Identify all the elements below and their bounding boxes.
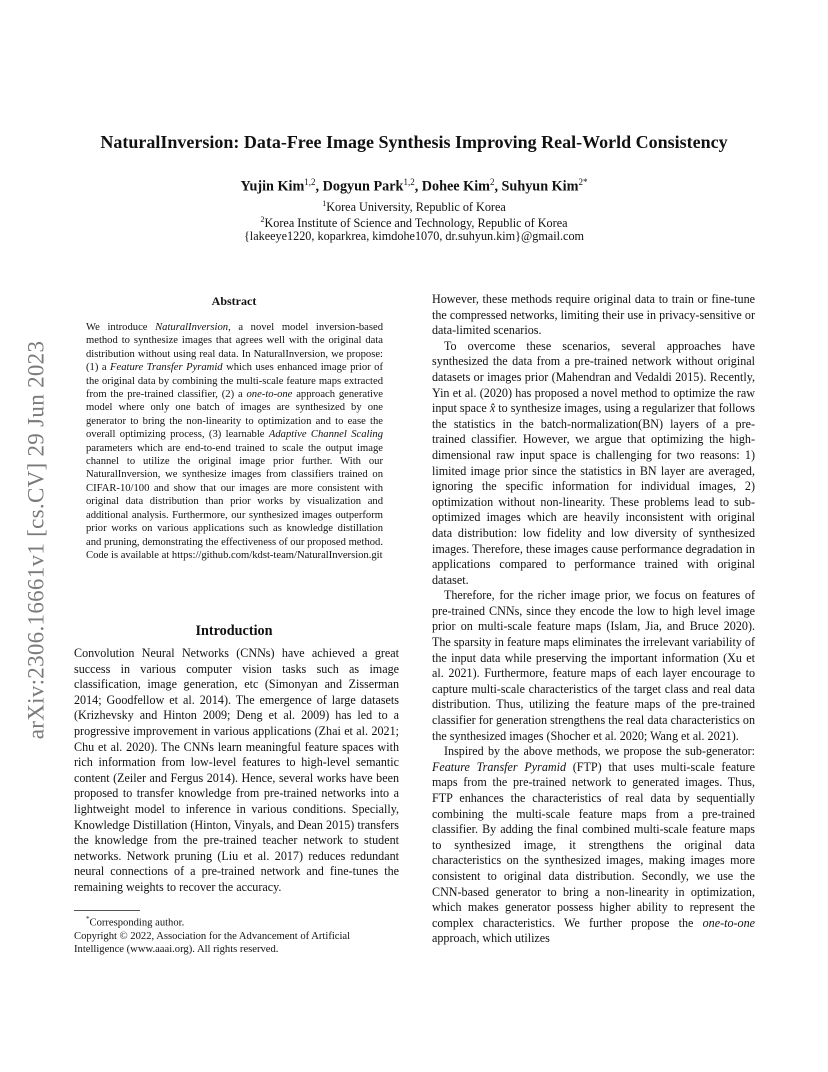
footnote-mark: * [86, 915, 90, 923]
affiliation-1-mark: 1 [322, 199, 327, 208]
author-affiliation-mark: 1,2 [403, 177, 415, 187]
corresponding-author-note [74, 913, 399, 930]
affiliation-2-text: Korea Institute of Science and Technology, Republic of Korea [264, 216, 568, 231]
author-name: Suhyun Kim [501, 178, 579, 195]
emphasized-text: Feature Transfer Pyramid [432, 759, 567, 774]
text-run: Inspired by the above methods, we propose the sub-generator: [444, 744, 755, 759]
emphasized-text: one-to-one [702, 915, 755, 930]
introduction-heading: Introduction [195, 623, 273, 639]
author-name: Dogyun Park [322, 178, 404, 195]
body-paragraph [432, 744, 755, 947]
footnote [74, 913, 399, 956]
affiliation-1-text: Korea University, Republic of Korea [326, 200, 506, 215]
abstract-body [86, 321, 383, 562]
affiliation-2-mark: 2 [260, 215, 265, 224]
corresponding-author-text: Corresponding author. [89, 917, 185, 929]
text-run: approach, which utilizes [432, 931, 550, 946]
text-run: To overcome these scenarios, several approaches have synthesized the data from a pre-trained network without original datasets or images prior (Mahendran and Vedaldi 2015). Recently, Yin et al. (2020) has proposed a novel method to optimize the raw input space [432, 338, 755, 416]
introduction-column [74, 646, 399, 896]
body-paragraph [432, 292, 755, 339]
emphasized-text: x̂ [489, 401, 496, 416]
text-run: However, these methods require original data to train or fine-tune the compressed networks, limiting their use in privacy-sensitive or data-limited scenarios. [432, 292, 755, 338]
text-run: , a novel model inversion-based method to synthesize images that agrees well with the original data distribution without using real data. In NaturalInversion, we propose: (1) a [86, 322, 383, 374]
body-paragraph [432, 588, 755, 744]
copyright-notice: Copyright © 2022, Association for the Advancement of Artificial Intelligence (www.aaai.org). All rights reserved. [74, 930, 351, 955]
paper-title: NaturalInversion: Data-Free Image Synthesis Improving Real-World Consistency [100, 132, 728, 152]
emphasized-text: one-to-one [246, 389, 293, 401]
emphasized-text: Adaptive Channel Scaling [268, 429, 383, 441]
author-emails: {lakeeye1220, koparkrea, kimdohe1070, dr.suhyun.kim}@gmail.com [243, 229, 585, 243]
introduction-paragraph: Convolution Neural Networks (CNNs) have achieved a great success in various computer vision tasks such as image classification, image generation, etc (Simonyan and Zisserman 2014; Goodfellow et al. 2014). The emergence of large datasets (Krizhevsky and Hinton 2009; Deng et al. 2009) has led to a progressive improvement in various applications (Zhai et al. 2021; Chu et al. 2020). The CNNs learn meaningful feature spaces with rich information from low-level features to high-level semantic content (Zeiler and Fergus 2014). Hence, several works have been proposed to transfer knowledge from pre-trained networks into a lightweight model to inference in various conditions. Specially, Knowledge Distillation (Hinton, Vinyals, and Dean 2015) transfers the knowledge from the pre-trained teacher network to student networks. Network pruning (Liu et al. 2017) reduces redundant neural connections of a pre-trained network and fine-tunes the remaining weights to recover the accuracy. [74, 646, 399, 894]
author-name: Dohee Kim [421, 178, 490, 195]
body-paragraph [432, 339, 755, 589]
text-run: which uses enhanced image prior of the original data by combining the multi-scale feature maps extracted from the pre-trained classifier, (2) a [86, 362, 383, 401]
emphasized-text: NaturalInversion [155, 322, 229, 333]
footnote-rule [74, 910, 140, 911]
author-name: Yujin Kim [240, 178, 305, 195]
abstract-heading: Abstract [211, 294, 257, 308]
author-affiliation-mark: 1,2 [304, 177, 316, 187]
text-run: Therefore, for the richer image prior, we focus on features of pre-trained CNNs, since they encode the low to high level image prior on multi-scale feature maps (Islam, Jia, and Bruce 2020). The sparsity in feature maps eliminates the irrelevant variability of the input data while preserving the important information (Xu et al. 2021). Furthermore, feature maps of each layer encourage to capture multi-scale characteristics of the target class and real data distribution. Thus, utilizing the feature maps of the pre-trained classifier for generation strengthens the real data characteristics on the synthesized images (Shocher et al. 2020; Wang et al. 2021). [432, 588, 755, 743]
arxiv-identifier [16, 290, 56, 790]
arxiv-identifier-text: arXiv:2306.16661v1 [cs.CV] 29 Jun 2023 [23, 340, 49, 740]
text-run: We introduce [86, 322, 156, 333]
text-run: (FTP) that uses multi-scale feature maps from the pre-trained network to generated images. Thus, FTP enhances the characteristics of real data by sequentially combining the multi-scale feature maps from a pre-trained classifier. By adding the final combined multi-scale feature maps to synthesized image, it strengthens the original data characteristics on the synthesized images, making images more consistent to original data distribution. Secondly, we use the CNN-based generator to bring a non-linearity in optimization, which makes generator possess higher ability to represent the complex characteristics. We further propose the [432, 759, 755, 930]
emphasized-text: Feature Transfer Pyramid [110, 362, 223, 374]
text-run: parameters which are end-to-end trained to scale the output image channel to utilize the original image prior further. With our NaturalInversion, we synthesize images from classifiers trained on CIFAR-10/100 and show that our images are more consistent with original data distribution than prior works by visualization and additional analysis. Furthermore, our synthesized images outperform prior works on various applications such as knowledge distillation and pruning, demonstrating the effectiveness of our proposed method. Code is available at https://github.com/kdst-team/NaturalInversion.git [86, 442, 383, 561]
author-affiliation-mark: 2* [578, 177, 588, 187]
text-run: approach generative model where only one batch of images are synthesized by one generator to bring the non-linearity to optimization and to ease the overall optimizing process, (3) learnable [86, 389, 383, 441]
text-run: to synthesize images, using a regularizer that follows the statistics in the batch-normalization(BN) layers of a pre-trained classifier. However, we argue that optimizing the high-dimensional raw input space is challenging for two reasons: 1) limited image prior since the statistics in BN layer are averaged, ignoring the specific information for individual images, 2) optimization without non-linearity. These problems lead to sub-optimized images which are heavily inconsistent with original data distribution: low fidelity and low diversity of synthesized images. Therefore, these images cause performance degradation in applications compared to performance trained with original dataset. [432, 401, 756, 587]
author-list: Yujin Kim$^{1,2}$, Dogyun Park$^{1,2}$, Dohee Kim$^2$, Suhyun Kim$^{2*}$ [240, 177, 588, 195]
right-column [432, 292, 755, 947]
author-affiliation-mark: 2 [489, 177, 495, 187]
